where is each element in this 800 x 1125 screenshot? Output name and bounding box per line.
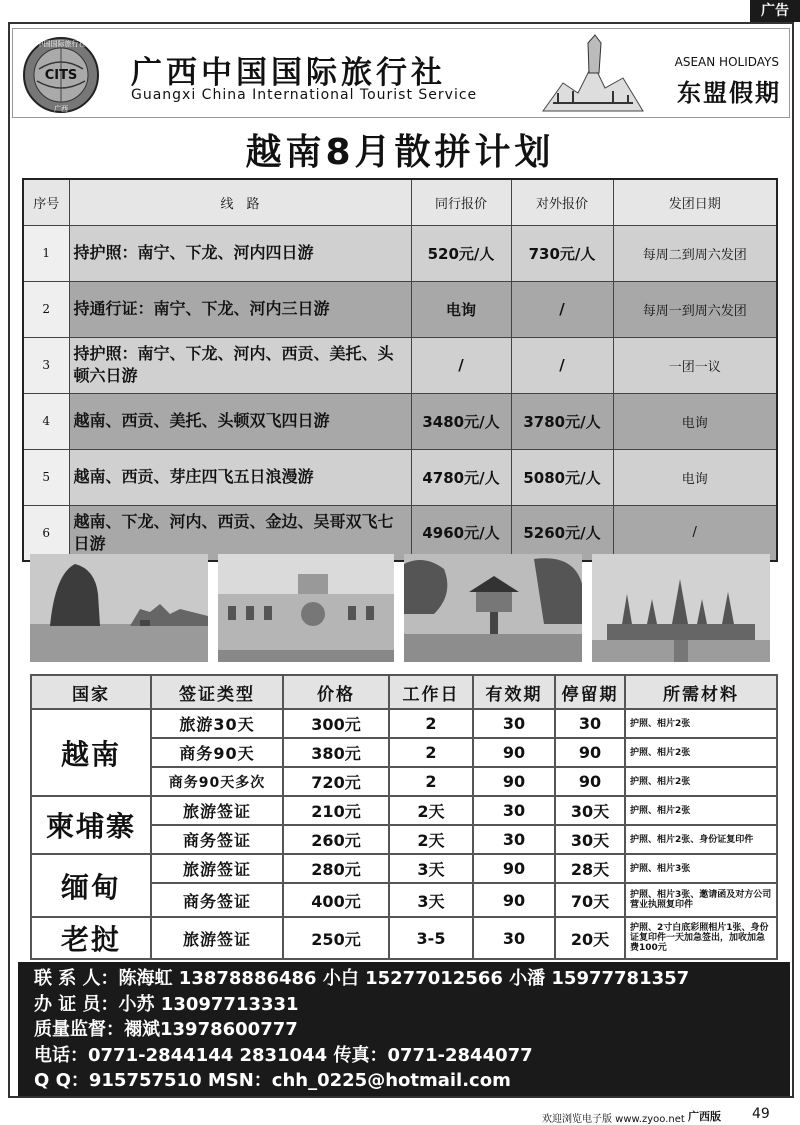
visa-stay: 28天 [555, 854, 625, 883]
visa-validity: 30 [473, 796, 555, 825]
header-banner [12, 28, 790, 118]
route-text: 越南、下龙、河内、西贡、金边、吴哥双飞七日游 [69, 505, 411, 561]
col-header-country: 国家 [31, 675, 151, 709]
visa-validity: 30 [473, 917, 555, 959]
public-price: 5260元/人 [511, 505, 613, 561]
itinerary-row [23, 449, 777, 505]
visa-validity: 90 [473, 767, 555, 796]
row-number: 4 [23, 393, 69, 449]
visa-row [31, 796, 777, 825]
halong-bay-photo [30, 554, 208, 662]
visa-materials: 护照、相片2张 [625, 709, 777, 738]
departure-date: / [613, 505, 777, 561]
visa-type: 旅游30天 [151, 709, 283, 738]
col-header-materials: 所需材料 [625, 675, 777, 709]
angkor-wat-photo [592, 554, 770, 662]
visa-stay: 70天 [555, 883, 625, 917]
departure-date: 每周一到周六发团 [613, 281, 777, 337]
phone-fax: 电话：0771-2844144 2831044 传真：0771-2844077 [34, 1044, 533, 1066]
visa-price: 380元 [283, 738, 389, 767]
route-text: 持护照：南宁、下龙、河内、西贡、美托、头顿六日游 [69, 337, 411, 393]
visa-type: 旅游签证 [151, 796, 283, 825]
asean-holidays-en: ASEAN HOLIDAYS [674, 55, 779, 69]
brand-name-cn: 广西中国国际旅行社 [131, 55, 446, 91]
footer [0, 1106, 800, 1124]
visa-validity: 30 [473, 709, 555, 738]
saigon-post-office-photo [218, 554, 394, 662]
departure-date: 每周二到周六发团 [613, 225, 777, 281]
row-number: 3 [23, 337, 69, 393]
departure-date: 电询 [613, 393, 777, 449]
visa-workdays: 2天 [389, 796, 473, 825]
visa-validity: 90 [473, 883, 555, 917]
col-header-peer-price: 同行报价 [411, 179, 511, 225]
visa-type: 商务签证 [151, 883, 283, 917]
brand-name-en: Guangxi China International Tourist Service [131, 87, 478, 103]
visa-workdays: 3天 [389, 883, 473, 917]
itinerary-row [23, 393, 777, 449]
peer-price: 3480元/人 [411, 393, 511, 449]
country-laos: 老挝 [31, 917, 151, 959]
visa-price: 400元 [283, 883, 389, 917]
visa-workdays: 2 [389, 709, 473, 738]
visa-materials: 护照、相片2张、身份证复印件 [625, 825, 777, 854]
public-price: 3780元/人 [511, 393, 613, 449]
visa-stay: 90 [555, 767, 625, 796]
country-myanmar: 缅甸 [31, 854, 151, 917]
visa-materials: 护照、相片3张 [625, 854, 777, 883]
visa-materials: 护照、相片3张、邀请函及对方公司营业执照复印件 [625, 883, 777, 917]
col-header-number: 序号 [23, 179, 69, 225]
departure-date: 电询 [613, 449, 777, 505]
visa-validity: 90 [473, 854, 555, 883]
visa-header-row [31, 675, 777, 709]
row-number: 5 [23, 449, 69, 505]
public-price: / [511, 281, 613, 337]
visa-materials: 护照、2寸白底彩照相片1张、身份证复印件一天加急签出，加收加急费100元 [625, 917, 777, 959]
col-header-public-price: 对外报价 [511, 179, 613, 225]
peer-price: 电询 [411, 281, 511, 337]
country-cambodia: 柬埔寨 [31, 796, 151, 854]
visa-clerk: 办 证 员：小苏 13097713331 [34, 993, 299, 1015]
col-header-visa-type: 签证类型 [151, 675, 283, 709]
cits-logo [19, 35, 103, 115]
itinerary-header-row [23, 179, 777, 225]
visa-price: 260元 [283, 825, 389, 854]
visa-workdays: 3天 [389, 854, 473, 883]
col-header-departure: 发团日期 [613, 179, 777, 225]
route-text: 越南、西贡、芽庄四飞五日浪漫游 [69, 449, 411, 505]
public-price: 5080元/人 [511, 449, 613, 505]
page-number: 49 [752, 1106, 770, 1122]
itinerary-row [23, 281, 777, 337]
visa-stay: 20天 [555, 917, 625, 959]
visa-row [31, 854, 777, 883]
public-price: 730元/人 [511, 225, 613, 281]
row-number: 1 [23, 225, 69, 281]
visa-materials: 护照、相片2张 [625, 767, 777, 796]
footer-welcome: 欢迎浏览电子版 www.zyoo.net [542, 1114, 685, 1125]
itinerary-table [22, 178, 778, 562]
visa-materials: 护照、相片2张 [625, 738, 777, 767]
row-number: 2 [23, 281, 69, 337]
visa-type: 商务90天 [151, 738, 283, 767]
one-pillar-pagoda-photo [404, 554, 582, 662]
peer-price: 520元/人 [411, 225, 511, 281]
route-text: 持通行证：南宁、下龙、河内三日游 [69, 281, 411, 337]
peer-price: / [411, 337, 511, 393]
col-header-stay: 停留期 [555, 675, 625, 709]
visa-stay: 30天 [555, 796, 625, 825]
departure-date: 一团一议 [613, 337, 777, 393]
col-header-route: 线 路 [69, 179, 411, 225]
visa-workdays: 2天 [389, 825, 473, 854]
footer-edition: 广西版 [688, 1110, 721, 1123]
visa-price: 250元 [283, 917, 389, 959]
col-header-validity: 有效期 [473, 675, 555, 709]
visa-workdays: 2 [389, 767, 473, 796]
visa-stay: 90 [555, 738, 625, 767]
qq-msn: Q Q：915757510 MSN：chh_0225@hotmail.com [34, 1070, 511, 1091]
peer-price: 4780元/人 [411, 449, 511, 505]
logo-sub-text: 广西 [54, 105, 68, 113]
visa-type: 商务签证 [151, 825, 283, 854]
visa-price: 300元 [283, 709, 389, 738]
col-header-price: 价格 [283, 675, 389, 709]
asean-holidays-cn: 东盟假期 [677, 78, 781, 107]
public-price: / [511, 337, 613, 393]
visa-type: 商务90天多次 [151, 767, 283, 796]
ad-tag: 广告 [750, 0, 800, 22]
quality-supervisor: 质量监督：禤斌13978600777 [34, 1019, 298, 1040]
visa-validity: 30 [473, 825, 555, 854]
visa-table [30, 674, 778, 960]
logo-text: CITS [44, 68, 78, 83]
visa-workdays: 3-5 [389, 917, 473, 959]
visa-validity: 90 [473, 738, 555, 767]
visa-stay: 30天 [555, 825, 625, 854]
visa-materials: 护照、相片2张 [625, 796, 777, 825]
contact-persons: 联 系 人：陈海虹 13878886486 小白 15277012566 小潘 15977781357 [34, 968, 690, 989]
route-text: 越南、西贡、美托、头顿双飞四日游 [69, 393, 411, 449]
page-title: 越南8月散拼计划 [245, 132, 555, 173]
visa-price: 210元 [283, 796, 389, 825]
contact-panel [18, 962, 790, 1096]
visa-stay: 30 [555, 709, 625, 738]
logo-ring-text: 中国国际旅行社 [36, 40, 86, 48]
temple-sketch-image [533, 33, 653, 113]
visa-price: 280元 [283, 854, 389, 883]
peer-price: 4960元/人 [411, 505, 511, 561]
visa-type: 旅游签证 [151, 854, 283, 883]
visa-price: 720元 [283, 767, 389, 796]
route-text: 持护照：南宁、下龙、河内四日游 [69, 225, 411, 281]
visa-row [31, 709, 777, 738]
row-number: 6 [23, 505, 69, 561]
itinerary-row [23, 505, 777, 561]
col-header-workdays: 工作日 [389, 675, 473, 709]
country-vietnam: 越南 [31, 709, 151, 796]
visa-type: 旅游签证 [151, 917, 283, 959]
itinerary-row [23, 337, 777, 393]
visa-workdays: 2 [389, 738, 473, 767]
visa-row [31, 917, 777, 959]
itinerary-row [23, 225, 777, 281]
